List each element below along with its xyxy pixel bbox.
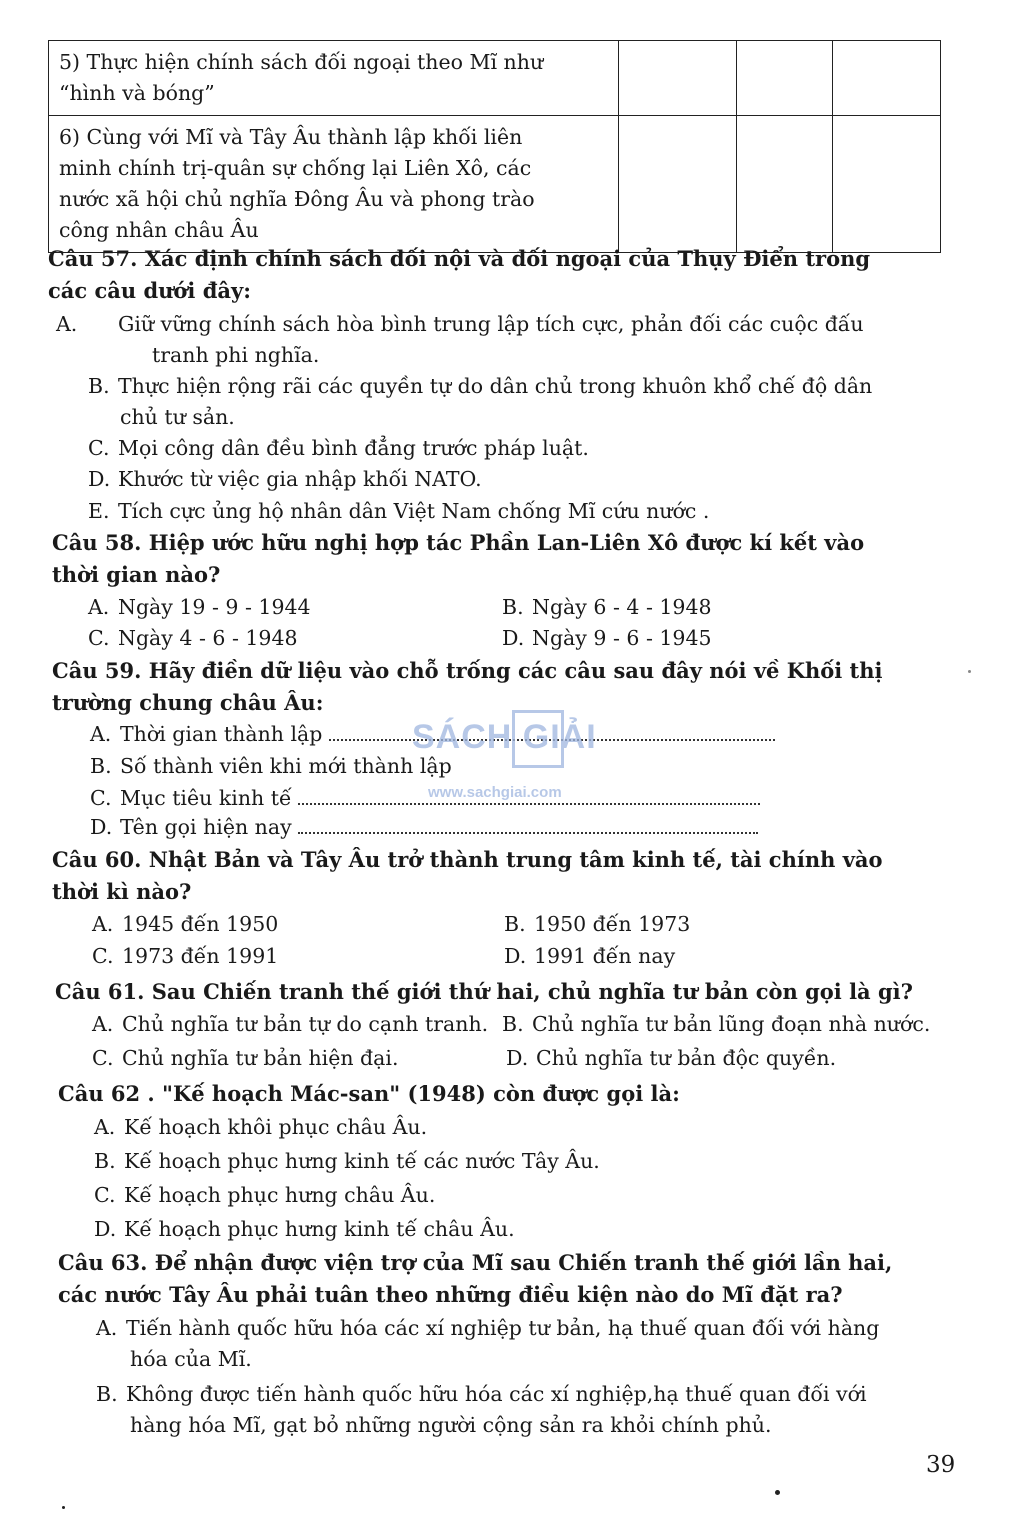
question-title-line: trường chung châu Âu: — [52, 690, 324, 715]
cell-text-line: công nhân châu Âu — [59, 218, 259, 242]
option-label: A. — [92, 1012, 114, 1036]
option-text: Ngày 19 - 9 - 1944 — [118, 595, 311, 619]
option-text: 1950 đến 1973 — [534, 912, 691, 936]
question-58-title — [52, 527, 947, 591]
option-text: 1973 đến 1991 — [122, 944, 279, 968]
q62-option-c — [94, 1180, 934, 1211]
option-text: Tên gọi hiện nay — [120, 815, 292, 839]
option-text: Thực hiện rộng rãi các quyền tự do dân chủ trong khuôn khổ chế độ dân — [118, 374, 873, 398]
option-label: B. — [88, 374, 110, 398]
option-label: B. — [504, 912, 526, 936]
question-title-line: thời kì nào? — [52, 879, 192, 904]
answer-table — [48, 40, 941, 253]
option-text: Chủ nghĩa tư bản độc quyền. — [536, 1046, 837, 1070]
option-text: Giữ vững chính sách hòa bình trung lập tích cực, phản đối các cuộc đấu — [118, 312, 864, 336]
q57-option-d — [88, 464, 943, 495]
option-text: Kế hoạch phục hưng kinh tế châu Âu. — [124, 1217, 515, 1241]
option-label: B. — [96, 1382, 118, 1406]
question-title-line: Câu 57. Xác định chính sách đối nội và đối ngoại của Thụy Điển trong — [48, 246, 871, 271]
q62-option-b — [94, 1146, 934, 1177]
q62-option-a — [94, 1112, 934, 1143]
scan-speck — [62, 1506, 65, 1509]
option-label: A. — [96, 1316, 118, 1340]
option-text: Kế hoạch phục hưng châu Âu. — [124, 1183, 436, 1207]
option-text: Chủ nghĩa tư bản lũng đoạn nhà nước. — [532, 1012, 931, 1036]
question-57-title — [48, 243, 943, 307]
option-label: C. — [90, 786, 112, 810]
q63-option-a — [96, 1313, 954, 1375]
q63-option-b — [96, 1379, 954, 1441]
option-text: Khước từ việc gia nhập khối NATO. — [118, 467, 482, 491]
q62-option-d — [94, 1214, 934, 1245]
cell-text-line: 6) Cùng với Mĩ và Tây Âu thành lập khối liên — [59, 125, 523, 149]
option-text: Mục tiêu kinh tế — [120, 786, 292, 810]
q61-option-b — [502, 1009, 942, 1040]
option-label: C. — [92, 1046, 114, 1070]
option-label: B. — [94, 1149, 116, 1173]
option-label: A. — [90, 722, 112, 746]
option-label: D. — [88, 467, 111, 491]
cell-text-line: nước xã hội chủ nghĩa Đông Âu và phong trào — [59, 187, 535, 211]
option-text: Ngày 9 - 6 - 1945 — [532, 626, 712, 650]
question-61-title — [55, 976, 955, 1008]
option-text: Kế hoạch khôi phục châu Âu. — [124, 1115, 428, 1139]
table-cell-blank[interactable] — [619, 41, 737, 116]
option-text: tranh phi nghĩa. — [152, 343, 320, 367]
option-label: B. — [90, 754, 112, 778]
q57-option-c — [88, 433, 943, 464]
q60-option-c — [92, 941, 492, 972]
q60-option-a — [92, 909, 492, 940]
q58-option-d — [502, 623, 902, 654]
question-63-title — [58, 1247, 953, 1311]
option-text: Mọi công dân đều bình đẳng trước pháp luật. — [118, 436, 589, 460]
table-cell-blank[interactable] — [833, 116, 941, 253]
option-label: E. — [88, 499, 110, 523]
option-text: Ngày 6 - 4 - 1948 — [532, 595, 712, 619]
option-text: 1945 đến 1950 — [122, 912, 279, 936]
option-text: Thời gian thành lập — [120, 722, 323, 746]
option-text: Không được tiến hành quốc hữu hóa các xí nghiệp,hạ thuế quan đối với — [126, 1382, 867, 1406]
option-text: Ngày 4 - 6 - 1948 — [118, 626, 298, 650]
q60-option-d — [504, 941, 904, 972]
q61-option-c — [92, 1043, 492, 1074]
option-text: Chủ nghĩa tư bản hiện đại. — [122, 1046, 399, 1070]
q58-option-c — [88, 623, 488, 654]
question-title-line: thời gian nào? — [52, 562, 221, 587]
option-label: D. — [94, 1217, 117, 1241]
table-cell-blank[interactable] — [737, 41, 833, 116]
option-text: Chủ nghĩa tư bản tự do cạnh tranh. — [122, 1012, 489, 1036]
table-row — [49, 41, 941, 116]
option-label: A. — [56, 312, 78, 336]
option-text: hàng hóa Mĩ, gạt bỏ những người cộng sản ra khỏi chính phủ. — [130, 1413, 772, 1437]
question-title-line: Câu 62 . "Kế hoạch Mác-san" (1948) còn được gọi là: — [58, 1081, 680, 1106]
option-label: A. — [88, 595, 110, 619]
scan-speck — [775, 1490, 780, 1495]
question-title-line: các nước Tây Âu phải tuân theo những điều kiện nào do Mĩ đặt ra? — [58, 1282, 843, 1307]
watermark-brand: SÁCH GIẢI — [412, 718, 597, 756]
q57-option-e — [88, 496, 943, 527]
page-number: 39 — [926, 1452, 956, 1478]
q57-option-a — [56, 309, 975, 371]
fill-in-blank[interactable] — [298, 814, 758, 834]
q59-option-d — [90, 812, 810, 843]
cell-text-line: 5) Thực hiện chính sách đối ngoại theo Mĩ như — [59, 50, 544, 74]
question-title-line: Câu 60. Nhật Bản và Tây Âu trở thành trung tâm kinh tế, tài chính vào — [52, 847, 883, 872]
watermark-url: www.sachgiai.com — [428, 784, 562, 801]
question-title-line: các câu dưới đây: — [48, 278, 251, 303]
option-text: 1991 đến nay — [534, 944, 676, 968]
table-row — [49, 116, 941, 253]
table-cell-blank[interactable] — [737, 116, 833, 253]
option-text: chủ tư sản. — [120, 405, 235, 429]
question-62-title — [58, 1078, 938, 1110]
option-text: Số thành viên khi mới thành lập — [120, 754, 452, 778]
option-label: B. — [502, 1012, 524, 1036]
option-label: C. — [92, 944, 114, 968]
option-label: B. — [502, 595, 524, 619]
table-cell-statement — [49, 116, 619, 253]
cell-text-line: “hình và bóng” — [59, 81, 215, 105]
option-label: C. — [88, 626, 110, 650]
question-title-line: Câu 63. Để nhận được viện trợ của Mĩ sau Chiến tranh thế giới lần hai, — [58, 1250, 893, 1275]
table-cell-statement — [49, 41, 619, 116]
question-60-title — [52, 844, 947, 908]
option-label: C. — [94, 1183, 116, 1207]
table-cell-blank[interactable] — [619, 116, 737, 253]
option-label: A. — [94, 1115, 116, 1139]
q61-option-d — [506, 1043, 926, 1074]
q57-option-b — [88, 371, 943, 433]
option-text: Tiến hành quốc hữu hóa các xí nghiệp tư bản, hạ thuế quan đối với hàng — [126, 1316, 880, 1340]
question-title-line: Câu 59. Hãy điền dữ liệu vào chỗ trống các câu sau đây nói về Khối thị — [52, 658, 883, 683]
option-label: C. — [88, 436, 110, 460]
option-text: Tích cực ủng hộ nhân dân Việt Nam chống Mĩ cứu nước . — [118, 499, 710, 523]
option-text: hóa của Mĩ. — [130, 1347, 252, 1371]
option-label: D. — [504, 944, 527, 968]
option-label: D. — [502, 626, 525, 650]
option-label: D. — [90, 815, 113, 839]
table-cell-blank[interactable] — [833, 41, 941, 116]
q58-option-a — [88, 592, 488, 623]
q60-option-b — [504, 909, 904, 940]
option-label: A. — [92, 912, 114, 936]
scan-speck — [968, 670, 971, 673]
question-title-line: Câu 61. Sau Chiến tranh thế giới thứ hai, chủ nghĩa tư bản còn gọi là gì? — [55, 979, 913, 1004]
q58-option-b — [502, 592, 902, 623]
cell-text-line: minh chính trị-quân sự chống lại Liên Xô, các — [59, 156, 532, 180]
watermark-logo — [412, 708, 622, 808]
question-title-line: Câu 58. Hiệp ước hữu nghị hợp tác Phần Lan-Liên Xô được kí kết vào — [52, 530, 865, 555]
option-text: Kế hoạch phục hưng kinh tế các nước Tây Âu. — [124, 1149, 600, 1173]
option-label: D. — [506, 1046, 529, 1070]
